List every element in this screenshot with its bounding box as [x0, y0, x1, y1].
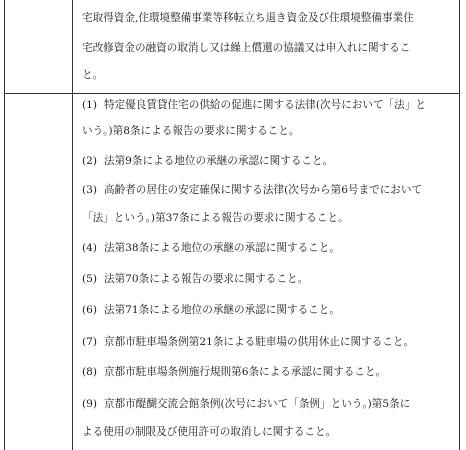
item-text: 法第9条による地位の承継の承認に関すること。 — [104, 155, 334, 167]
continued-text-line-1: 宅取得資金,住環境整備事業等移転立ち退き資金及び住環境整備事業住 — [82, 12, 414, 24]
list-item-5 — [82, 272, 454, 286]
list-item-9 — [82, 397, 454, 411]
item-text: 京都市駐車場条例第21条による駐車場の供用休止に関すること。 — [104, 336, 415, 348]
item-number: (8) — [82, 366, 98, 378]
item-text: 高齢者の居住の安定確保に関する法律(次号から第6号までにおいて — [104, 184, 423, 196]
list-item-1 — [82, 98, 454, 112]
item-text: 法第70条による報告の要求に関すること。 — [104, 273, 309, 285]
list-item-6 — [82, 303, 454, 317]
list-item-3-continued: 「法」という。)第37条による報告の要求に関すること。 — [82, 212, 349, 224]
item-number: (1) — [82, 99, 98, 111]
list-item-4 — [82, 241, 454, 255]
item-number: (6) — [82, 304, 98, 316]
list-item-8 — [82, 365, 454, 379]
table-row-divider — [4, 93, 459, 94]
item-text: 特定優良賃貸住宅の供給の促進に関する法律(次号において「法」と — [104, 99, 426, 111]
table-border-left — [4, 0, 5, 450]
item-number: (4) — [82, 242, 98, 254]
item-text: 京都市醍醐交流会館条例(次号において「条例」という。)第5条に — [104, 398, 411, 410]
item-number: (3) — [82, 184, 98, 196]
item-number: (7) — [82, 336, 98, 348]
table-border-right — [459, 0, 460, 450]
item-text: 京都市駐車場条例施行規則第6条による承認に関すること。 — [104, 366, 387, 378]
list-item-3 — [82, 183, 454, 197]
list-item-1-continued: いう。)第8条による報告の要求に関すること。 — [82, 125, 300, 137]
continued-text-line-3: と。 — [82, 69, 104, 81]
item-text: 法第71条による地位の承継の承認に関すること。 — [104, 304, 340, 316]
continued-text-line-2: 宅改修資金の融資の取消し又は繰上償還の協議又は申入れに関するこ — [82, 42, 411, 54]
list-item-7 — [82, 335, 454, 349]
table-border-middle — [72, 0, 73, 450]
item-number: (5) — [82, 273, 98, 285]
item-number: (9) — [82, 398, 98, 410]
list-item-9-continued: よる使用の制限及び使用許可の取消しに関すること。 — [82, 426, 337, 438]
list-item-2 — [82, 154, 454, 168]
item-text: 法第38条による地位の承継の承認に関すること。 — [104, 242, 340, 254]
item-number: (2) — [82, 155, 98, 167]
